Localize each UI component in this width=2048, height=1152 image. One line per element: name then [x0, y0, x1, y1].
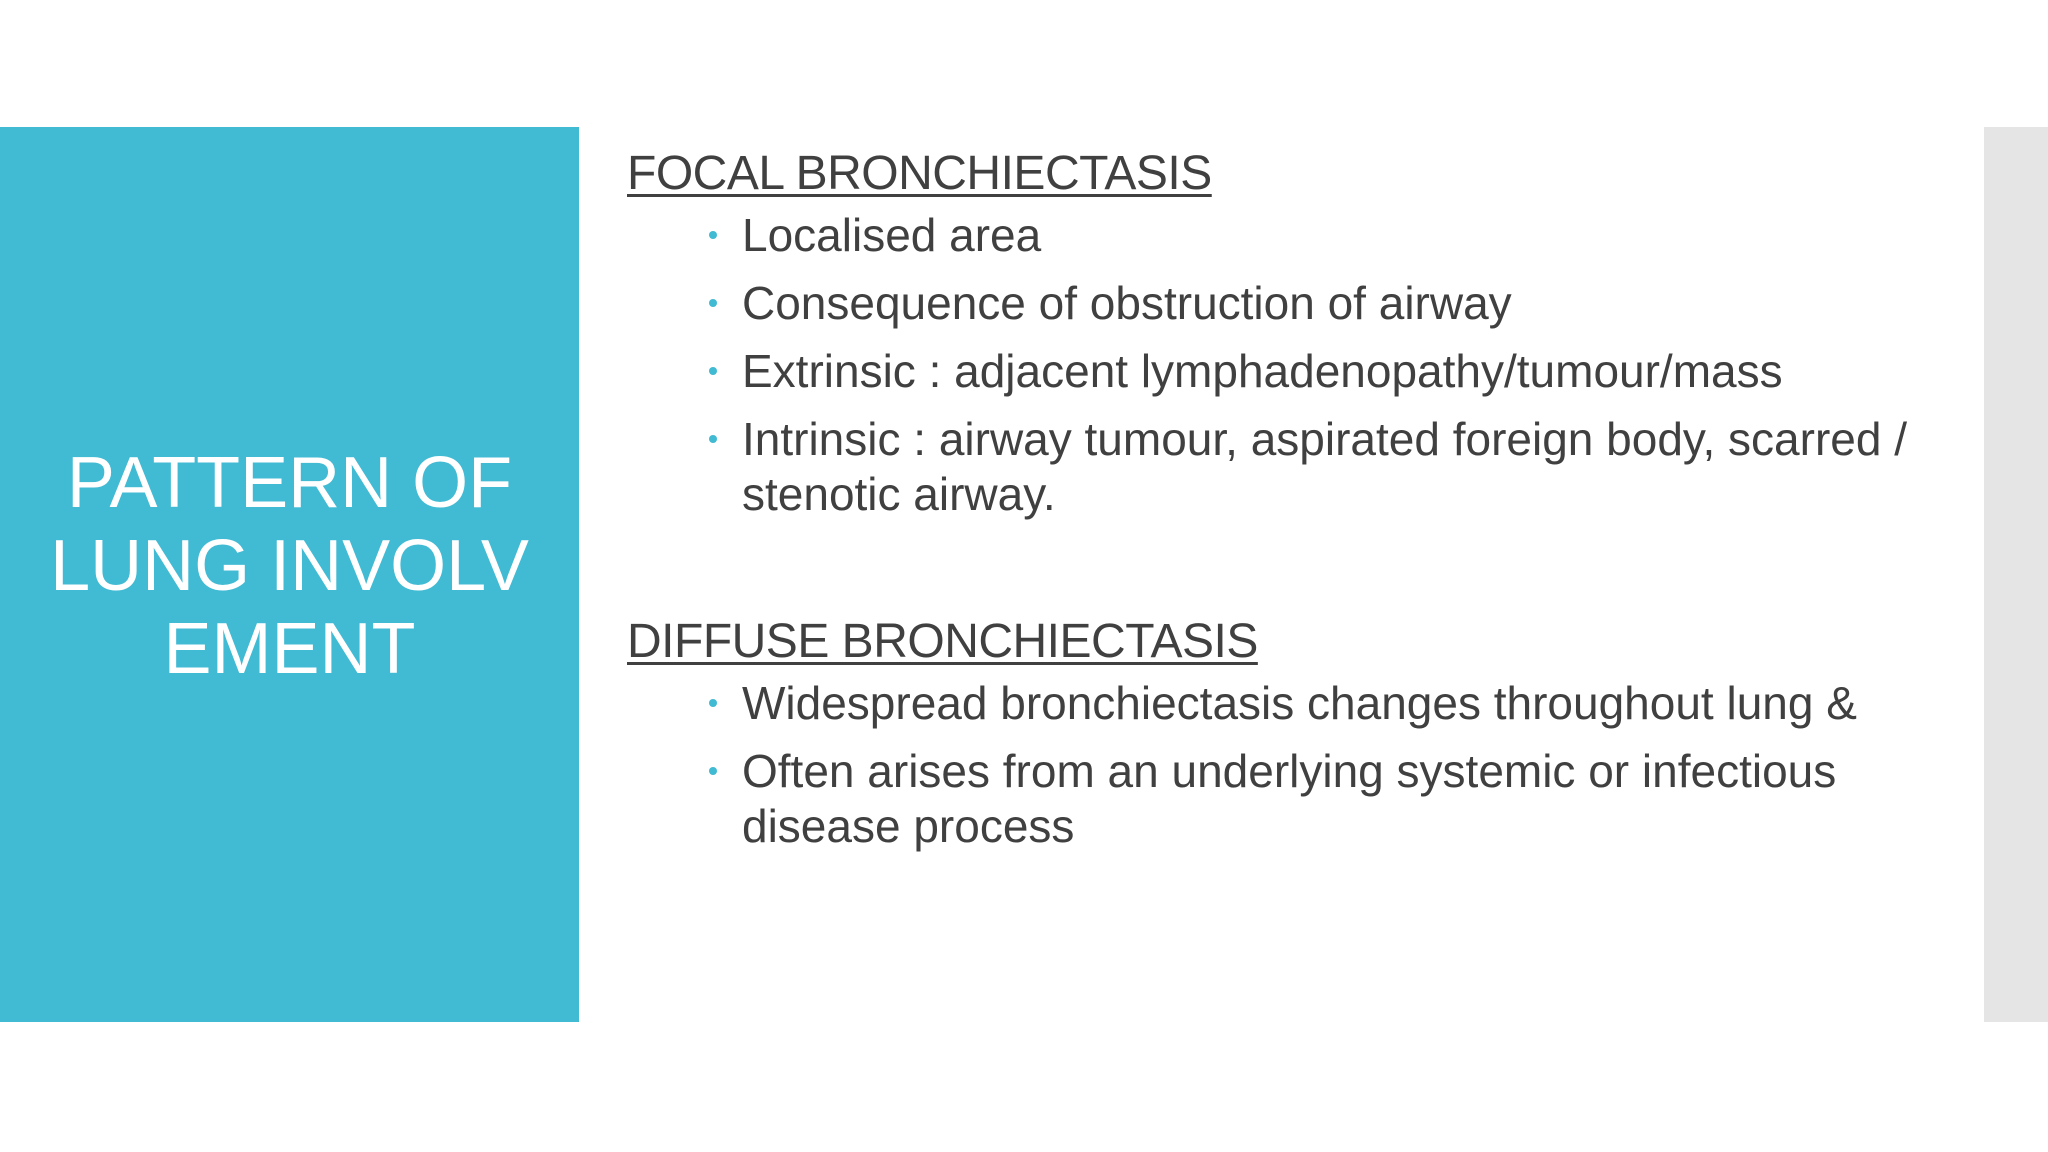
- bullet-list-diffuse: [627, 676, 1967, 854]
- content-area: [627, 144, 1967, 867]
- bullet-dot-icon: [709, 435, 717, 443]
- bullet-text: Widespread bronchiectasis changes throughout lung &: [742, 677, 1857, 729]
- bullet-text: Consequence of obstruction of airway: [742, 277, 1512, 329]
- bullet-list-focal: [627, 208, 1967, 522]
- bullet-dot-icon: [709, 699, 717, 707]
- right-decorative-strip: [1984, 127, 2048, 1022]
- bullet-dot-icon: [709, 299, 717, 307]
- bullet-dot-icon: [709, 231, 717, 239]
- bullet-item: [709, 344, 1967, 399]
- bullet-text: Often arises from an underlying systemic or infectious disease process: [742, 745, 1837, 852]
- bullet-item: [709, 676, 1967, 731]
- slide-title: PATTERN OF LUNG INVOLVEMENT: [50, 443, 529, 689]
- bullet-dot-icon: [709, 767, 717, 775]
- bullet-dot-icon: [709, 367, 717, 375]
- section-heading-diffuse: DIFFUSE BRONCHIECTASIS: [627, 615, 1258, 668]
- section-focal: [627, 144, 1967, 522]
- bullet-item: [709, 412, 1967, 522]
- bullet-text: Localised area: [742, 209, 1042, 261]
- bullet-text: Intrinsic : airway tumour, aspirated foreign body, scarred / stenotic airway.: [742, 413, 1908, 520]
- bullet-text: Extrinsic : adjacent lymphadenopathy/tumour/mass: [742, 345, 1783, 397]
- bullet-item: [709, 744, 1967, 854]
- bullet-item: [709, 208, 1967, 263]
- bullet-item: [709, 276, 1967, 331]
- title-panel: [0, 127, 579, 1022]
- section-diffuse: [627, 612, 1967, 854]
- section-heading-focal: FOCAL BRONCHIECTASIS: [627, 147, 1212, 200]
